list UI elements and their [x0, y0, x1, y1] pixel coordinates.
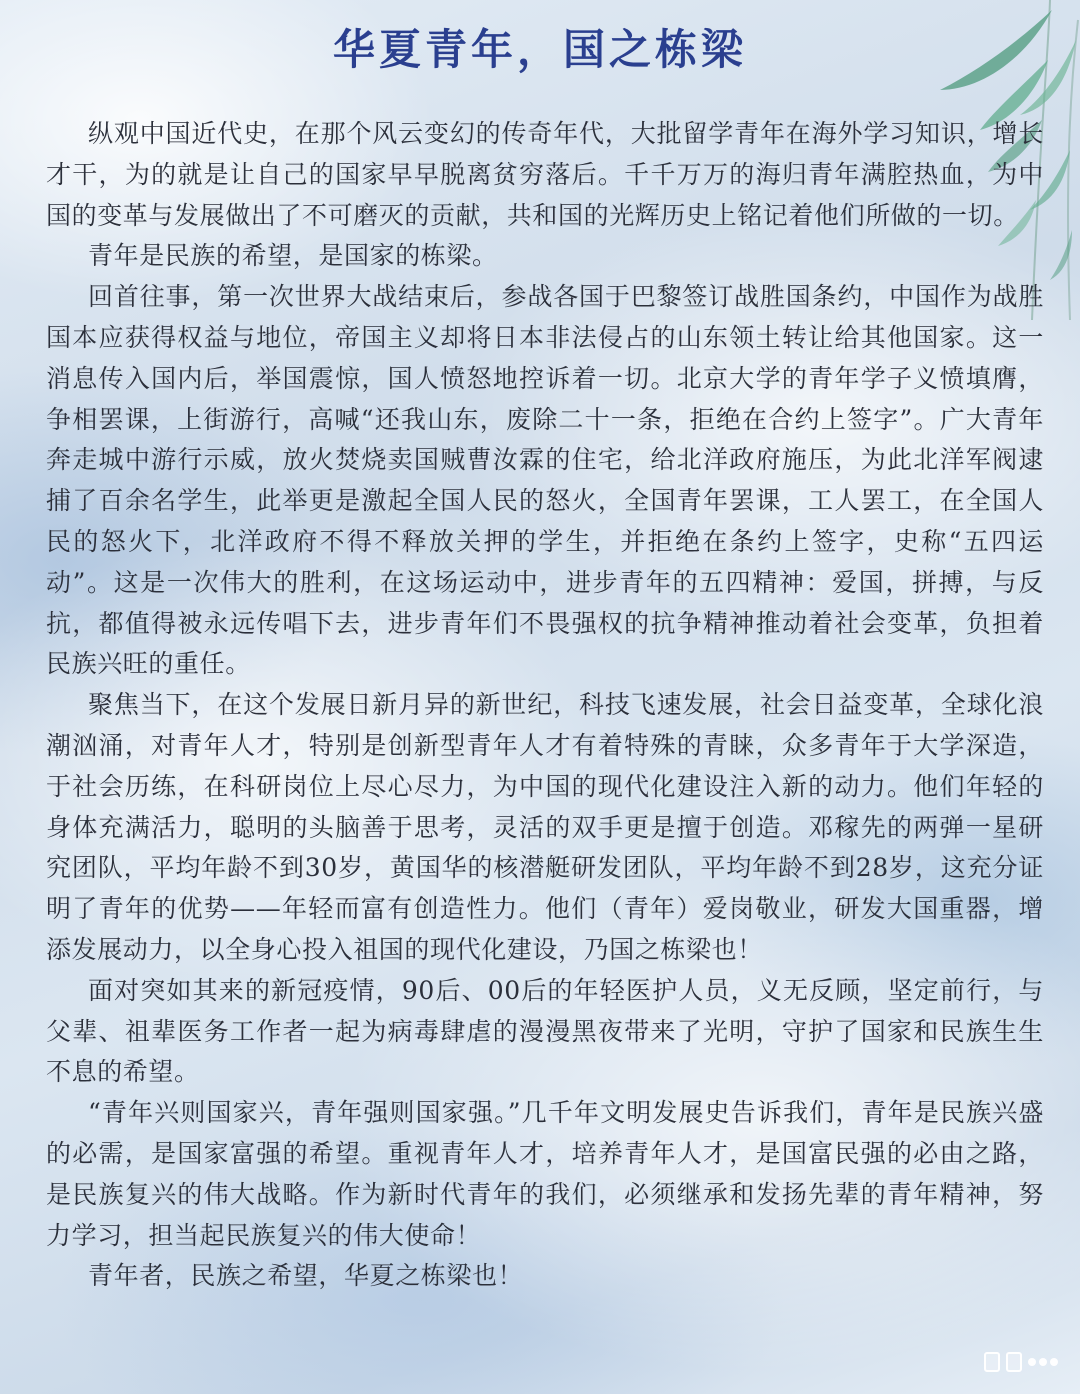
- page-title: 华夏青年，国之栋梁: [332, 25, 747, 74]
- paragraph-present-day: 聚焦当下，在这个发展日新月异的新世纪，科技飞速发展，社会日益变革，全球化浪潮汹涌，对青年人才，特别是创新型青年人才有着特殊的青睐，众多青年于大学深造，于社会历练，在科研岗位上尽心尽力，为中国的现代化建设注入新的动力。他们年轻的身体充满活力，聪明的头脑善于思考，灵活的双手更是擅于创造。邓稼先的两弹一星研究团队，平均年龄不到30岁，黄国华的核潜艇研发团队，平均年龄不到28岁，这充分证明了青年的优势——年轻而富有创造性力。他们（青年）爱岗敬业，研发大国重器，增添发展动力，以全身心投入祖国的现代化建设，乃国之栋梁也！: [46, 690, 1044, 964]
- watermark-bar-icon: [1006, 1352, 1022, 1372]
- paragraph-conclusion: 青年者，民族之希望，华夏之栋梁也！: [88, 1261, 524, 1291]
- watermark-bar-icon: [984, 1352, 1000, 1372]
- paragraph-history: 纵观中国近代史，在那个风云变幻的传奇年代，大批留学青年在海外学习知识，增长才干，为的就是让自己的国家早早脱离贫穷落后。千千万万的海归青年满腔热血，为中国的变革与发展做出了不可磨灭的贡献，共和国的光辉历史上铭记着他们所做的一切。: [46, 119, 1044, 230]
- paragraph-thesis: 青年是民族的希望，是国家的栋梁。: [88, 241, 498, 271]
- paragraph-pandemic: 面对突如其来的新冠疫情，90后、00后的年轻医护人员，义无反顾，坚定前行，与父辈、祖辈医务工作者一起为病毒肆虐的漫漫黑夜带来了光明，守护了国家和民族生生不息的希望。: [46, 975, 1044, 1087]
- app-watermark-icon: [984, 1352, 1058, 1372]
- article-body: [46, 114, 1044, 1297]
- paragraph-youth-strength: “青年兴则国家兴，青年强则国家强。”几千年文明发展史告诉我们，青年是民族兴盛的必需，是国家富强的希望。重视青年人才，培养青年人才，是国富民强的必由之路，是民族复兴的伟大战略。作为新时代青年的我们，必须继承和发扬先辈的青年精神，努力学习，担当起民族复兴的伟大使命！: [46, 1098, 1044, 1250]
- paragraph-may-fourth: 回首往事，第一次世界大战结束后，参战各国于巴黎签订战胜国条约，中国作为战胜国本应获得权益与地位，帝国主义却将日本非法侵占的山东领土转让给其他国家。这一消息传入国内后，举国震惊，国人愤怒地控诉着一切。北京大学的青年学子义愤填膺，争相罢课，上街游行，高喊“还我山东，废除二十一条，拒绝在合约上签字”。广大青年奔走城中游行示威，放火焚烧卖国贼曹汝霖的住宅，给北洋政府施压，为此北洋军阀逮捕了百余名学生，此举更是激起全国人民的怒火，全国青年罢课，工人罢工，在全国人民的怒火下，北洋政府不得不释放关押的学生，并拒绝在条约上签字，史称“五四运动”。这是一次伟大的胜利，在这场运动中，进步青年的五四精神：爱国，拼搏，与反抗，都值得被永远传唱下去，进步青年们不畏强权的抗争精神推动着社会变革，负担着民族兴旺的重任。: [46, 282, 1044, 679]
- watermark-dots-icon: [1028, 1358, 1058, 1366]
